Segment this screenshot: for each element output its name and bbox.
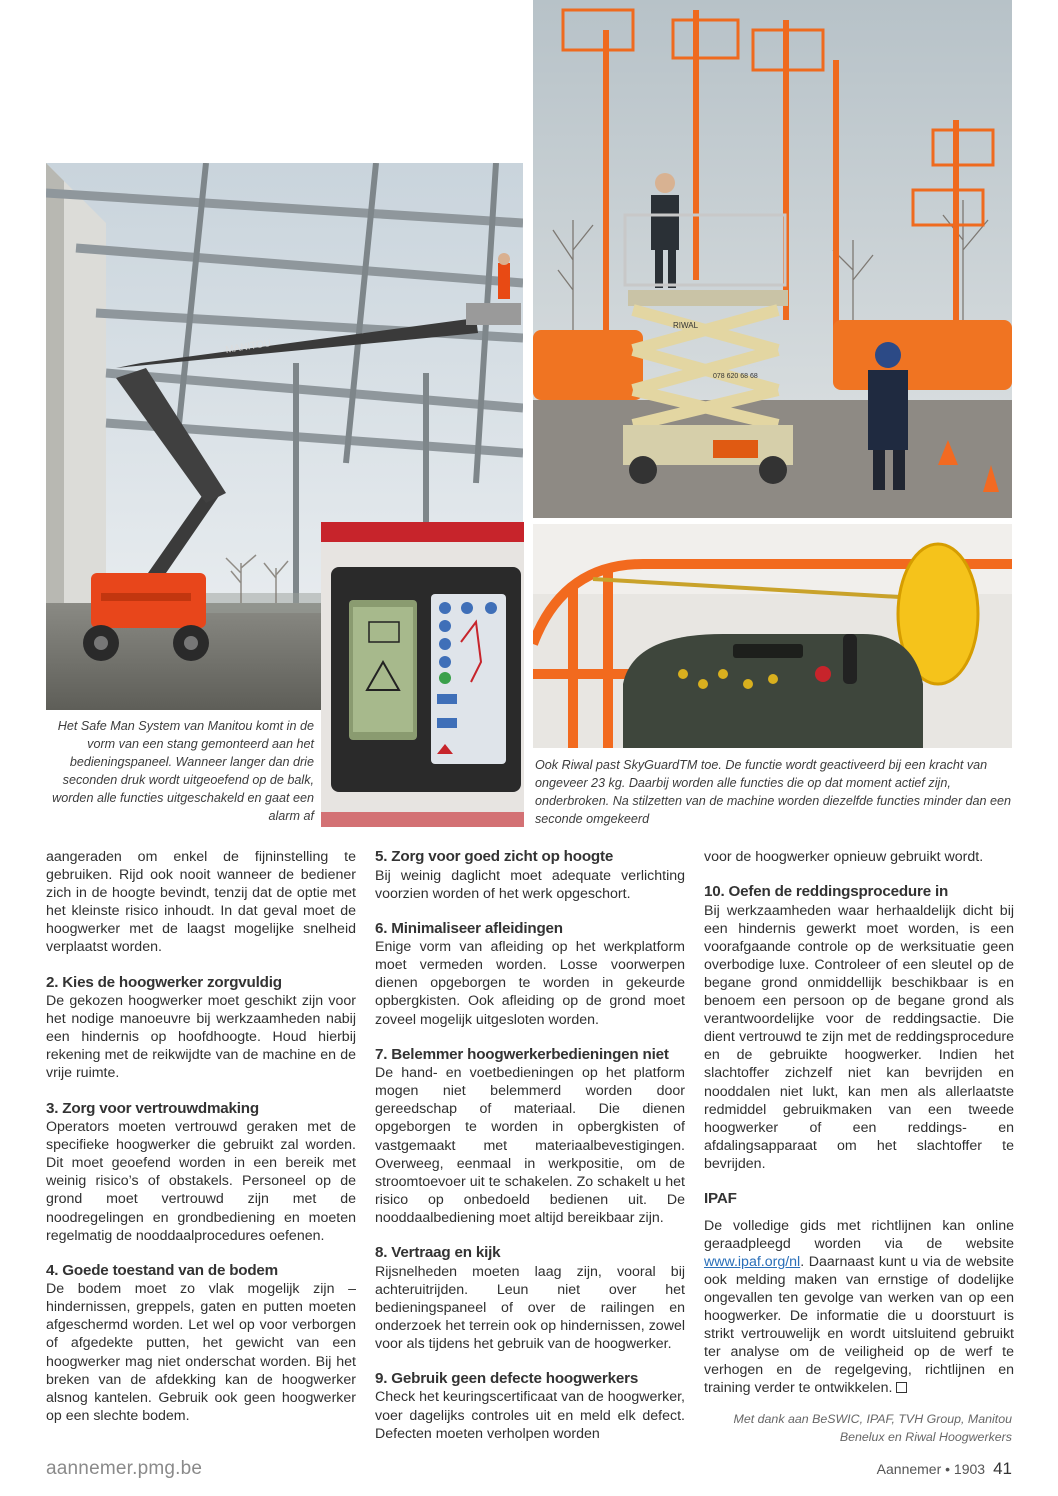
paragraph: Bij werkzaamheden waar herhaaldelijk dicht bij een hindernis gewerkt moet worden, is een voorafgaande controle op de werksituatie geen overbodige luxe. Controleer of een sleutel op de begane grond onmiddellijk beschikbaar is en benoem een persoon op de begane grond als verantwoordelijke voor de reddingsactie. Die dient vertrouwd te zijn met de reddingsprocedure en de gebruikte hoogwerker. Indien het slachtoffer zichzelf niet kan bevrijden en nooddalen niet lukt, kan men als allerlaatste redmiddel gebruikmaken van een tweede hoogwerker of een reddings- en afdalingsapparaat om het slachtoffer te bevrijden. (704, 902, 1014, 1172)
riwal-scissor-lift-photo (533, 0, 1012, 518)
paragraph: voor de hoogwerker opnieuw gebruikt wordt. (704, 849, 984, 865)
ipaf-website-link[interactable]: www.ipaf.org/nl (704, 1253, 801, 1270)
ipaf-text-2: . Daarnaast kunt u via de website ook melding maken van ernstige of dodelijke ongevallen ten gevolge van werken van op een hoogwerker. De informatie die u doorstuurt is strikt vertrouwelijk en wordt uitsluitend gebruikt ter analyse om de veiligheid op de werf te verhogen en de regelgeving, richtlijnen en training verder te ontwikkelen. (704, 1253, 1014, 1397)
section-heading: 4. Goede toestand van de bodem (46, 1261, 278, 1279)
paragraph: Rijsnelheden moeten laag zijn, vooral bij achteruitrijden. Leun niet over het bedieningspaneel of over de railingen en onderzoek het terrein ook op hindernissen, zowel voor als tijdens het gebruik van de hoogwerker. (375, 1263, 685, 1352)
footer-magazine (877, 1459, 1012, 1479)
section-heading: 9. Gebruik geen defecte hoogwerkers (375, 1369, 639, 1387)
section-heading: 2. Kies de hoogwerker zorgvuldig (46, 973, 282, 991)
section-heading: 7. Belemmer hoogwerkerbedieningen niet (375, 1045, 669, 1063)
photo-caption-manitou: Het Safe Man System van Manitou komt in de vorm van een stang gemonteerd aan het bedieningspaneel. Wanneer langer dan drie seconden druk wordt uitgeoefend op de balk, worden alle functies uitgeschakeld en gaat een alarm af (52, 719, 314, 823)
paragraph: De hand- en voetbedieningen op het platform mogen niet belemmerd worden door gereedschap of materiaal. Die dienen opgeborgen te worden in opbergkisten of vastgemaakt met materiaalbevestigingen. Overweeg, eenmaal in werkpositie, om de stroomtoevoer uit te schakelen. Zo schakelt u het risico op onbedoeld bedienen uit. De nooddaalbediening moet altijd bereikbaar zijn. (375, 1065, 685, 1226)
paragraph: Operators moeten vertrouwd geraken met de specifieke hoogwerker die gebruikt zal worden. Dit moet geoefend worden in een bereik met weinig risico’s of obstakels. Personeel op de grond moet vertrouwd zijn met de noodregelingen en grondbediening en moeten regelmatig de nooddaalprocedures oefenen. (46, 1119, 356, 1244)
ipaf-text-1: De volledige gids met richtlijnen kan online geraadpleegd worden via de website (704, 1217, 1014, 1252)
end-of-article-square-icon (896, 1382, 907, 1393)
paragraph: De gekozen hoogwerker moet geschikt zijn voor het nodige manoeuvre bij werkzaamheden nabij een hindernis op hoofdhoogte. Houd hierbij rekening met de reikwijdte van de machine en de vrije ruimte. (46, 993, 356, 1082)
footer-website[interactable]: aannemer.pmg.be (46, 1458, 203, 1479)
paragraph: Bij weinig daglicht moet adequate verlichting voorzien worden of het werk opgeschort. (375, 867, 685, 902)
article-column-3 (704, 848, 1014, 1414)
skyguard-controls-photo (533, 524, 1012, 748)
section-heading: 3. Zorg voor vertrouwdmaking (46, 1099, 259, 1117)
paragraph: De bodem moet zo vlak mogelijk zijn – hindernissen, greppels, gaten en putten moeten afgeschermd worden. Let wel op voor verborgen of afgedekte putten, het gewicht van een hoogwerker mag niet onderschat worden. Bij het breken van de afdekking kan de hoogwerker alsnog kantelen. Gebruik ook geen hoogwerker op een slechte bodem. (46, 1281, 356, 1424)
svg-text:RIWAL: RIWAL (673, 321, 699, 330)
svg-text:078 620 68 68: 078 620 68 68 (713, 373, 758, 380)
section-heading-ipaf: IPAF (704, 1190, 737, 1207)
article-column-1 (46, 848, 356, 1442)
section-heading: 10. Oefen de reddingsprocedure in (704, 883, 949, 901)
svg-text:MANITOU: MANITOU (224, 337, 272, 356)
section-heading: 8. Vertraag en kijk (375, 1244, 501, 1261)
paragraph: aangeraden om enkel de fijninstelling te gebruiken. Rijd ook nooit wanneer de bediener zich in de hoogte bevindt, tenzij dat de optie met het kleinste risico inhoudt. In dat geval moet de hoogwerker met de laagst mogelijke snelheid verplaatst worden. (46, 849, 356, 956)
page-number: 41 (993, 1459, 1012, 1478)
section-heading: 6. Minimaliseer afleidingen (375, 919, 563, 937)
magazine-issue: Aannemer • 1903 (876, 1461, 986, 1477)
section-heading: 5. Zorg voor goed zicht op hoogte (375, 848, 614, 865)
paragraph: Enige vorm van afleiding op het werkplatform moet vermeden worden. Losse voorwerpen dienen opgeborgen te worden in gekeurde opbergkisten. Ook afleiding op de grond moet zoveel mogelijk uitgesloten worden. (375, 939, 685, 1028)
paragraph-ipaf (704, 1217, 1014, 1398)
article-column-2 (375, 848, 685, 1460)
credits: Met dank aan BeSWIC, IPAF, TVH Group, Manitou Benelux en Riwal Hoogwerkers (733, 1412, 1012, 1444)
control-panel-photo (321, 522, 524, 827)
paragraph: Check het keuringscertificaat van de hoogwerker, voer dagelijks controles uit en meld elk defect. Defecten moeten verholpen worden (375, 1389, 685, 1442)
photo-caption-riwal: Ook Riwal past SkyGuardTM toe. De functie wordt geactiveerd bij een kracht van ongeveer 23 kg. Daarbij worden alle functies die op dat moment actief zijn, onderbroken. Na stilzetten van de machine worden diezelfde functies minder dan een seconde omgekeerd (535, 758, 1012, 826)
